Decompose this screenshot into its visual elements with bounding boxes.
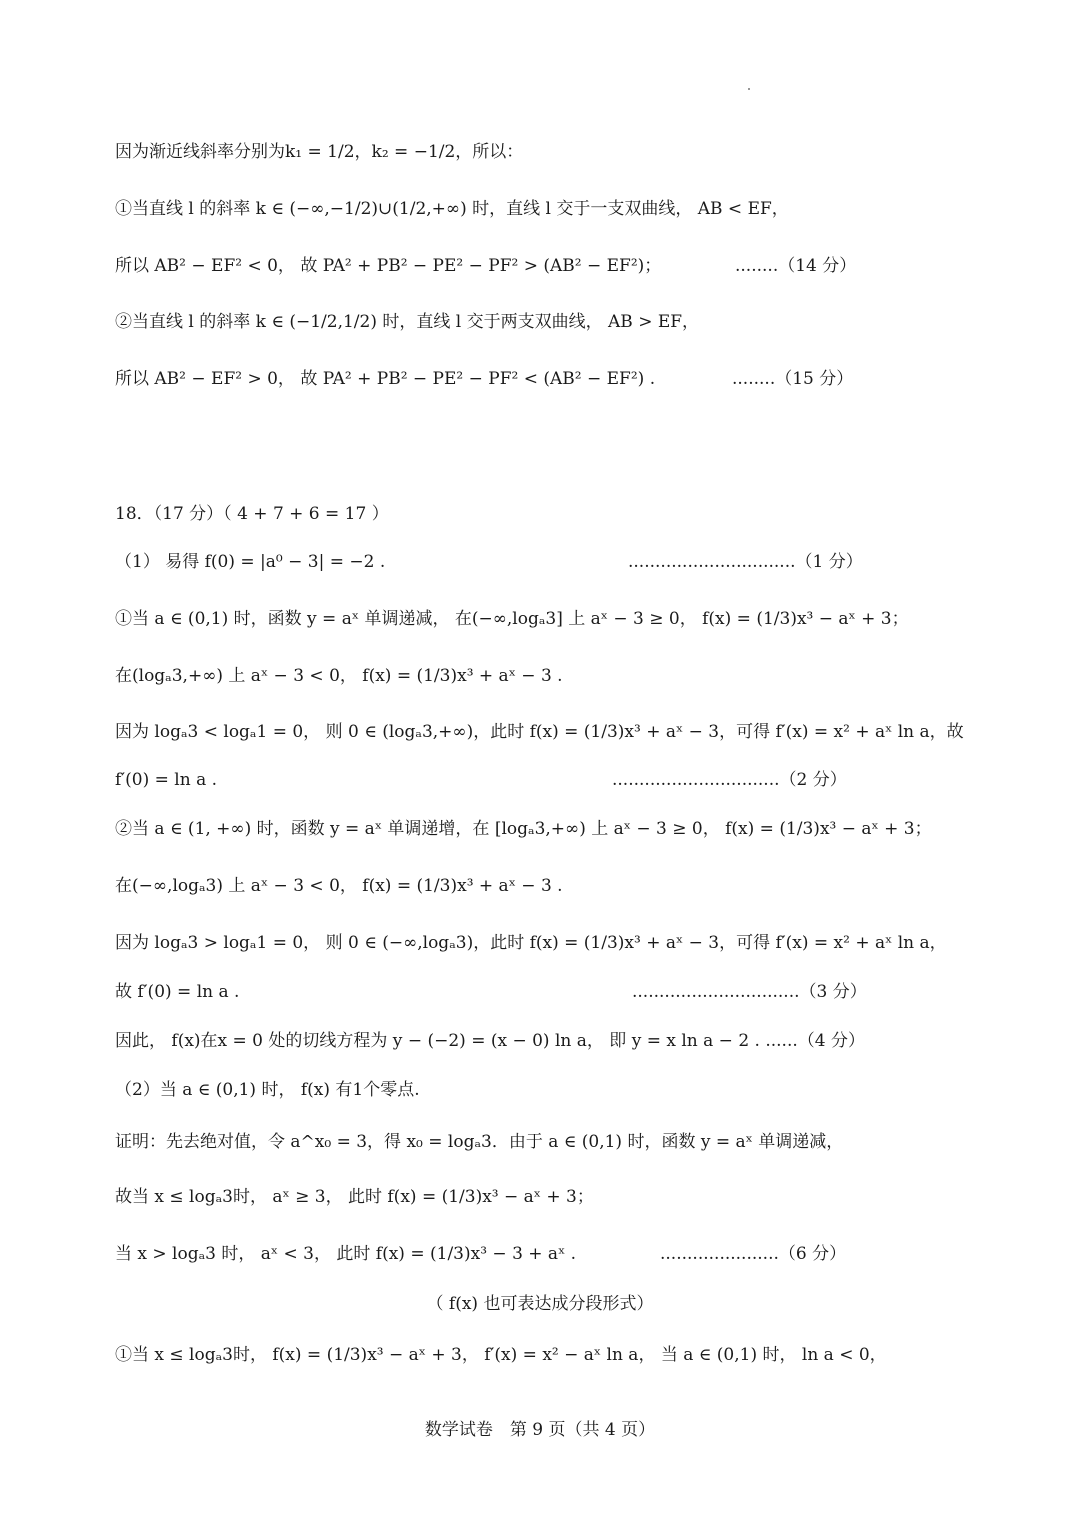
score-mark: ......................（6 分） <box>660 1244 847 1264</box>
scan-speck <box>748 88 750 90</box>
line-text: f′(0) = ln a . <box>115 770 218 790</box>
text-line <box>115 1242 1000 1266</box>
line-text: 18．（17 分）（ 4 + 7 + 6 = 17 ） <box>115 504 389 524</box>
text-line <box>115 664 1000 688</box>
text-line <box>115 1130 1000 1154</box>
line-text: 所以 AB² − EF² < 0， 故 PA² + PB² − PE² − PF² > (AB² − EF²)； <box>115 256 662 276</box>
score-mark: ........（14 分） <box>735 256 857 276</box>
line-text: ①当直线 l 的斜率 k ∈ (−∞,−1/2)∪(1/2,+∞) 时，直线 l 交于一支双曲线， AB < EF， <box>115 199 789 219</box>
line-text: ②当直线 l 的斜率 k ∈ (−1/2,1/2) 时，直线 l 交于两支双曲线， AB > EF， <box>115 312 700 332</box>
score-mark: ........（15 分） <box>732 369 854 389</box>
line-text: 故 f′(0) = ln a . <box>115 982 240 1002</box>
text-line <box>115 768 1000 792</box>
score-mark: ...............................（3 分） <box>632 982 867 1002</box>
text-line <box>115 720 1000 744</box>
line-text: 故当 x ≤ logₐ3时， aˣ ≥ 3， 此时 f(x) = (1/3)x³ − aˣ + 3； <box>115 1187 594 1207</box>
text-line <box>115 1343 1000 1367</box>
text-line <box>115 254 1000 278</box>
line-text: 因为 logₐ3 > logₐ1 = 0， 则 0 ∈ (−∞,logₐ3)，此时 f(x) = (1/3)x³ + aˣ − 3，可得 f′(x) = x² + aˣ ln a， <box>115 933 947 953</box>
line-text: 证明：先去绝对值，令 a^x₀ = 3，得 x₀ = logₐ3．由于 a ∈ (0,1) 时，函数 y = aˣ 单调递减， <box>115 1132 844 1152</box>
line-text: 因为渐近线斜率分别为k₁ = 1/2，k₂ = −1/2，所以： <box>115 142 524 162</box>
line-text: （1） 易得 f(0) = |a⁰ − 3| = −2 . <box>115 552 386 572</box>
question-heading <box>115 502 1000 526</box>
text-line <box>115 931 1000 955</box>
line-text: 所以 AB² − EF² > 0， 故 PA² + PB² − PE² − PF² < (AB² − EF²) . <box>115 369 656 389</box>
score-mark: ...............................（1 分） <box>628 552 863 572</box>
text-line <box>115 140 1000 164</box>
text-line <box>115 1078 1000 1102</box>
text-line <box>115 1029 1000 1053</box>
text-line <box>115 817 1000 841</box>
text-line <box>115 874 1000 898</box>
text-line <box>115 550 1000 574</box>
text-line <box>115 980 1000 1004</box>
text-line <box>115 607 1000 631</box>
line-text: ②当 a ∈ (1, +∞) 时，函数 y = aˣ 单调递增，在 [logₐ3,+∞) 上 aˣ − 3 ≥ 0， f(x) = (1/3)x³ − aˣ + 3； <box>115 819 932 839</box>
note-line <box>0 1292 1080 1316</box>
line-text: ①当 x ≤ logₐ3时， f(x) = (1/3)x³ − aˣ + 3， f′(x) = x² − aˣ ln a， 当 a ∈ (0,1) 时， ln a < 0， <box>115 1345 887 1365</box>
line-text: ①当 a ∈ (0,1) 时，函数 y = aˣ 单调递减， 在(−∞,logₐ3] 上 aˣ − 3 ≥ 0， f(x) = (1/3)x³ − aˣ + 3； <box>115 609 909 629</box>
score-mark: ...............................（2 分） <box>612 770 847 790</box>
line-text: 因此， f(x)在x = 0 处的切线方程为 y − (−2) = (x − 0) ln a， 即 y = x ln a − 2 . ......（4 分） <box>115 1031 865 1051</box>
page-footer: 数学试卷 第 9 页（共 4 页） <box>424 1420 656 1440</box>
text-line <box>115 367 1000 391</box>
line-text: 在(−∞,logₐ3) 上 aˣ − 3 < 0， f(x) = (1/3)x³ + aˣ − 3 . <box>115 876 563 896</box>
line-text: 当 x > logₐ3 时， aˣ < 3， 此时 f(x) = (1/3)x³ − 3 + aˣ . <box>115 1244 577 1264</box>
text-line <box>115 310 1000 334</box>
line-text: 在(logₐ3,+∞) 上 aˣ − 3 < 0， f(x) = (1/3)x³ + aˣ − 3 . <box>115 666 563 686</box>
line-text: （ f(x) 也可表达成分段形式） <box>426 1294 654 1314</box>
line-text: 因为 logₐ3 < logₐ1 = 0， 则 0 ∈ (logₐ3,+∞)，此时 f(x) = (1/3)x³ + aˣ − 3，可得 f′(x) = x² + aˣ ln a，故 <box>115 722 964 742</box>
line-text: （2）当 a ∈ (0,1) 时， f(x) 有1个零点. <box>115 1080 420 1100</box>
text-line <box>115 197 1000 221</box>
text-line <box>115 1185 1000 1209</box>
